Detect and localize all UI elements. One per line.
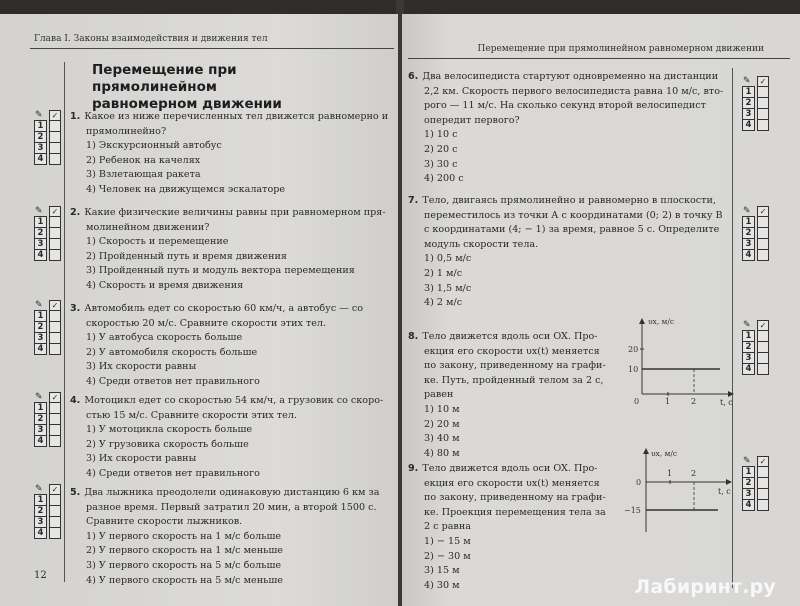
answer-option: 3) У первого скорость на 5 м/с больше — [86, 559, 282, 571]
choice-number: 1 — [34, 402, 47, 414]
answer-option: 3) Их скорости равны — [86, 453, 197, 465]
answer-option: 4) Среди ответов нет правильного — [86, 375, 260, 387]
question-stem: модуль скорости тела. — [424, 238, 539, 250]
choice-number: 4 — [742, 249, 755, 261]
check-icon: ✓ — [49, 392, 61, 403]
choice-number: 4 — [742, 119, 755, 131]
section-title-line2: равномерном движении — [92, 96, 282, 112]
question-stem: Автомобиль едет со скоростью 60 км/ч, а автобус — со — [84, 303, 364, 314]
choice-number: 3 — [742, 108, 755, 120]
answer-option: 2) У первого скорость на 1 м/с меньше — [86, 545, 283, 557]
question-stem: Два лыжника преодолели одинаковую дистанцию 6 км за — [84, 487, 380, 498]
question-stem: по закону, приведенному на графи- — [424, 360, 606, 372]
left-page — [0, 14, 398, 606]
answer-option: 4) 200 с — [424, 173, 464, 185]
answer-option: 1) Скорость и перемещение — [86, 236, 229, 248]
question-stem: Какое из ниже перечисленных тел движется равномерно и — [84, 111, 389, 122]
answer-option: 4) 2 м/с — [424, 297, 463, 309]
y-axis-label: υx, м/с — [651, 449, 678, 458]
choice-number: 3 — [34, 238, 47, 250]
question-stem: опередит первого? — [424, 114, 520, 126]
choice-number: 2 — [34, 321, 47, 333]
question-stem: Мотоцикл едет со скоростью 54 км/ч, а грузовик со скоро- — [84, 395, 384, 406]
answer-option: 2) 1 м/с — [424, 267, 463, 279]
answer-option: 3) Их скорости равны — [86, 361, 197, 373]
choice-number: 4 — [742, 499, 755, 511]
x-tick-label: 2 — [691, 469, 697, 478]
question-4 — [70, 394, 396, 482]
answer-checkbox[interactable] — [757, 363, 769, 375]
choice-number: 1 — [34, 310, 47, 322]
answer-box-1[interactable] — [34, 110, 62, 164]
answer-option: 4) 30 м — [424, 579, 460, 591]
choice-number: 1 — [34, 120, 47, 132]
choice-number: 4 — [34, 527, 47, 539]
answer-box-9[interactable] — [742, 456, 770, 510]
choice-number: 2 — [34, 505, 47, 517]
answer-option: 1) − 15 м — [424, 535, 471, 547]
page-number: 12 — [34, 570, 47, 581]
answer-option: 2) − 30 м — [424, 550, 471, 562]
question-stem: Два велосипедиста стартуют одновременно на дистанции — [422, 71, 719, 82]
pencil-icon: ✎ — [743, 456, 751, 466]
choice-number: 3 — [34, 424, 47, 436]
question-stem: прямолинейно? — [86, 125, 167, 137]
question-number: 7. — [408, 195, 419, 206]
choice-number: 3 — [34, 516, 47, 528]
choice-number: 2 — [742, 97, 755, 109]
choice-number: 4 — [34, 343, 47, 355]
question-7 — [408, 194, 728, 311]
question-stem: рого — 11 м/с. На сколько секунд второй велосипедист — [424, 100, 706, 112]
choice-number: 3 — [742, 352, 755, 364]
section-title-line1: Перемещение при прямолинейном — [92, 62, 237, 95]
answer-checkbox[interactable] — [757, 499, 769, 511]
answer-option: 1) 10 с — [424, 129, 458, 141]
choice-number: 4 — [34, 153, 47, 165]
answer-checkbox[interactable] — [49, 527, 61, 539]
question-stem: 2,2 км. Скорость первого велосипедиста равна 10 м/с, вто- — [424, 85, 724, 97]
question-6 — [408, 70, 728, 187]
watermark-logo: Лабиринт.ру — [634, 576, 776, 598]
pencil-icon: ✎ — [35, 300, 43, 310]
question-stem: Сравните скорости лыжников. — [86, 516, 243, 528]
answer-checkbox[interactable] — [49, 435, 61, 447]
pencil-icon: ✎ — [743, 320, 751, 330]
question-stem: екция его скорости υx(t) меняется — [424, 345, 600, 357]
answer-option: 2) 20 с — [424, 143, 458, 155]
choice-number: 2 — [742, 227, 755, 239]
choice-number: 1 — [742, 86, 755, 98]
question-stem: Какие физические величины равны при равномерном пря- — [84, 207, 386, 218]
answer-box-2[interactable] — [34, 206, 62, 260]
x-tick-label: 2 — [691, 397, 697, 406]
answer-box-4[interactable] — [34, 392, 62, 446]
check-icon: ✓ — [757, 320, 769, 331]
question-stem: Тело, двигаясь прямолинейно и равномерно в плоскости, — [422, 195, 716, 206]
answer-box-3[interactable] — [34, 300, 62, 354]
answer-option: 4) Человек на движущемся эскалаторе — [86, 183, 286, 195]
pencil-icon: ✎ — [743, 206, 751, 216]
choice-number: 4 — [34, 435, 47, 447]
answer-box-6[interactable] — [742, 76, 770, 130]
choice-number: 2 — [34, 131, 47, 143]
answer-box-5[interactable] — [34, 484, 62, 538]
question-stem: ке. Проекция перемещения тела за — [424, 506, 606, 518]
question-5 — [70, 486, 396, 588]
question-stem: 2 с равна — [424, 521, 471, 533]
answer-option: 1) У первого скорость на 1 м/с больше — [86, 530, 282, 542]
question-stem: молинейном движении? — [86, 221, 210, 233]
pencil-icon: ✎ — [743, 76, 751, 86]
question-2 — [70, 206, 396, 294]
answer-box-7[interactable] — [742, 206, 770, 260]
question-stem: стью 15 м/с. Сравните скорости этих тел. — [86, 409, 298, 421]
header-rule-left — [30, 48, 394, 49]
question-number: 6. — [408, 71, 419, 82]
choice-number: 3 — [34, 332, 47, 344]
check-icon: ✓ — [757, 456, 769, 467]
question-number: 9. — [408, 463, 419, 474]
x-tick-label: 1 — [667, 469, 673, 478]
answer-option: 1) 0,5 м/с — [424, 253, 472, 265]
answer-option: 4) 80 м — [424, 447, 460, 459]
header-rule-right — [408, 58, 790, 59]
y-tick-label: 0 — [634, 397, 640, 406]
question-stem: равен — [424, 389, 454, 401]
velocity-graph-q9 — [624, 446, 734, 536]
question-8 — [408, 330, 618, 461]
pencil-icon: ✎ — [35, 392, 43, 402]
answer-option: 4) У первого скорость на 5 м/с меньше — [86, 574, 283, 586]
choice-number: 2 — [34, 227, 47, 239]
choice-number: 1 — [742, 466, 755, 478]
choice-number: 1 — [742, 216, 755, 228]
question-number: 3. — [70, 303, 81, 314]
x-axis-label: t, c — [718, 487, 731, 496]
choice-number: 2 — [742, 477, 755, 489]
x-axis-label: t, c — [720, 398, 733, 407]
pencil-icon: ✎ — [35, 206, 43, 216]
answer-option: 2) У автомобиля скорость больше — [86, 346, 258, 358]
velocity-graph-q8 — [624, 314, 734, 408]
question-9 — [408, 462, 618, 593]
check-icon: ✓ — [49, 110, 61, 121]
section-title — [92, 62, 362, 113]
choice-number: 3 — [742, 488, 755, 500]
answer-checkbox[interactable] — [49, 249, 61, 261]
answer-option: 1) У мотоцикла скорость больше — [86, 424, 253, 436]
choice-number: 1 — [34, 494, 47, 506]
answer-option: 3) 1,5 м/с — [424, 282, 472, 294]
choice-number: 4 — [742, 363, 755, 375]
answer-option: 3) 15 м — [424, 565, 460, 577]
x-tick-label: 1 — [665, 397, 671, 406]
pencil-icon: ✎ — [35, 484, 43, 494]
answer-checkbox[interactable] — [757, 249, 769, 261]
answer-box-8[interactable] — [742, 320, 770, 374]
question-number: 1. — [70, 111, 81, 122]
question-stem: разное время. Первый затратил 20 мин, а второй 1500 с. — [86, 501, 377, 513]
answer-option: 1) 10 м — [424, 403, 460, 415]
choice-number: 2 — [742, 341, 755, 353]
answer-option: 2) Пройденный путь и время движения — [86, 250, 287, 262]
answer-checkbox[interactable] — [757, 119, 769, 131]
answer-option: 2) 20 м — [424, 418, 460, 430]
choice-number: 2 — [34, 413, 47, 425]
question-stem: по закону, приведенному на графи- — [424, 492, 606, 504]
answer-option: 1) Экскурсионный автобус — [86, 140, 222, 152]
y-tick-label: 10 — [628, 365, 639, 374]
question-stem: скоростью 20 м/с. Сравните скорости этих тел. — [86, 317, 327, 329]
question-number: 8. — [408, 331, 419, 342]
answer-option: 1) У автобуса скорость больше — [86, 332, 243, 344]
question-1 — [70, 110, 396, 198]
check-icon: ✓ — [757, 76, 769, 87]
question-number: 5. — [70, 487, 81, 498]
question-stem: Тело движется вдоль оси OX. Про- — [422, 463, 598, 474]
running-head-left: Глава I. Законы взаимодействия и движения тел — [34, 34, 268, 44]
question-stem: переместилось из точки А с координатами (0; 2) в точку В — [424, 209, 723, 221]
answer-option: 3) Взлетающая ракета — [86, 169, 201, 181]
check-icon: ✓ — [49, 206, 61, 217]
running-head-right: Перемещение при прямолинейном равномерном движении — [477, 44, 764, 54]
choice-number: 4 — [34, 249, 47, 261]
question-number: 2. — [70, 207, 81, 218]
question-stem: екция его скорости υx(t) меняется — [424, 477, 600, 489]
y-tick-label: −15 — [624, 506, 641, 515]
check-icon: ✓ — [49, 484, 61, 495]
question-stem: ке. Путь, пройденный телом за 2 с, — [424, 374, 604, 386]
choice-number: 3 — [34, 142, 47, 154]
answer-option: 3) 40 м — [424, 433, 460, 445]
question-3 — [70, 302, 396, 390]
answer-option: 3) 30 с — [424, 158, 458, 170]
margin-rule-left — [64, 62, 65, 582]
choice-number: 1 — [34, 216, 47, 228]
y-tick-label: 0 — [636, 478, 642, 487]
answer-option: 4) Скорость и время движения — [86, 279, 244, 291]
answer-option: 2) У грузовика скорость больше — [86, 438, 249, 450]
check-icon: ✓ — [757, 206, 769, 217]
answer-option: 2) Ребенок на качелях — [86, 154, 201, 166]
question-stem: Тело движется вдоль оси OX. Про- — [422, 331, 598, 342]
choice-number: 1 — [742, 330, 755, 342]
question-number: 4. — [70, 395, 81, 406]
answer-option: 4) Среди ответов нет правильного — [86, 467, 260, 479]
choice-number: 3 — [742, 238, 755, 250]
answer-checkbox[interactable] — [49, 153, 61, 165]
check-icon: ✓ — [49, 300, 61, 311]
answer-option: 3) Пройденный путь и модуль вектора перемещения — [86, 265, 355, 277]
y-tick-label: 20 — [628, 345, 639, 354]
answer-checkbox[interactable] — [49, 343, 61, 355]
y-axis-label: υx, м/с — [648, 317, 675, 326]
pencil-icon: ✎ — [35, 110, 43, 120]
question-stem: с координатами (4; − 1) за время, равное 5 с. Определите — [424, 224, 720, 236]
right-page — [402, 14, 800, 606]
